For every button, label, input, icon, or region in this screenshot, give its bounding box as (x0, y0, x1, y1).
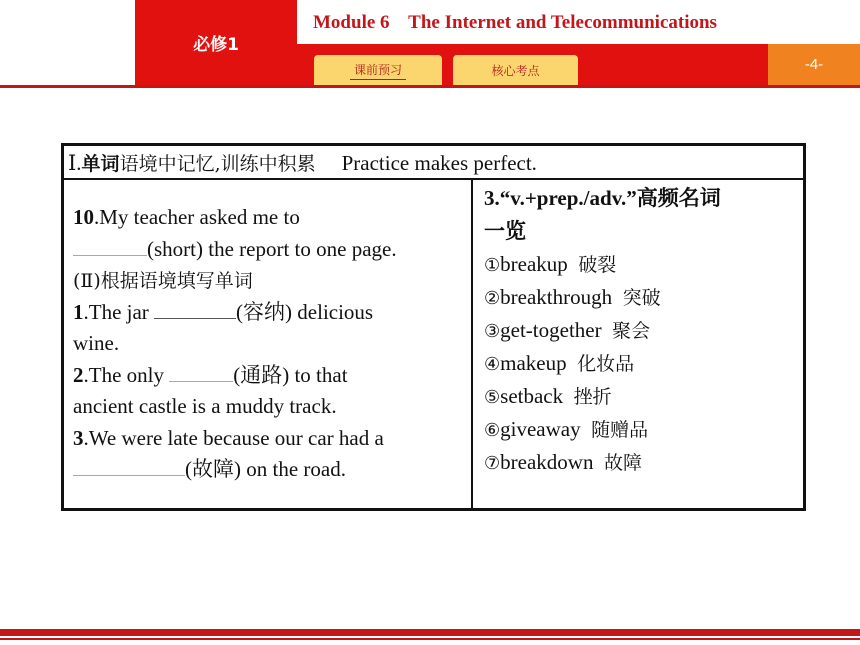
vocab-item: ④makeup 化妆品 (484, 351, 635, 375)
answer-blank-faint[interactable] (169, 381, 233, 382)
book-label: 必修1 (135, 0, 297, 85)
module-title: Module 6 The Internet and Telecommunications (313, 12, 717, 33)
answer-blank[interactable] (154, 318, 236, 319)
vocab-item: ⑥giveaway 随赠品 (484, 417, 649, 441)
right-column (484, 182, 800, 479)
vocab-item: ①breakup 破裂 (484, 252, 617, 276)
vocab-item: ⑤setback 挫折 (484, 384, 612, 408)
header-divider (0, 85, 860, 88)
content-table (61, 143, 806, 511)
q10-line1: 10.My teacher asked me to (73, 205, 300, 229)
section2-title: (Ⅱ)根据语境填写单词 (73, 270, 253, 292)
left-column (73, 202, 465, 486)
q2-line1: 2.The only (通路) to that (73, 362, 348, 387)
tab-preview-label: 课前预习 (350, 61, 406, 80)
tab-key-points[interactable] (453, 55, 578, 85)
table-heading (64, 146, 803, 180)
header-left-blank (0, 0, 135, 85)
vocab-item: ⑦breakdown 故障 (484, 450, 642, 474)
footer-thin-line (0, 638, 860, 640)
column-divider (471, 180, 473, 508)
heading-english: Practice makes perfect. (341, 151, 537, 175)
heading-bold: 单词 (81, 153, 120, 175)
q3-line1: 3.We were late because our car had a (73, 425, 384, 450)
answer-blank-faint[interactable] (73, 255, 147, 256)
q1-line2: wine. (73, 331, 120, 355)
vocab-item: ③get-together 聚会 (484, 318, 651, 342)
vocab-item: ②breakthrough 突破 (484, 285, 661, 309)
heading-rest: 语境中记忆,训练中积累 (119, 153, 316, 175)
heading-roman: Ⅰ. (68, 151, 82, 175)
tab-key-points-label: 核心考点 (491, 63, 540, 78)
right-title-line2: 一览 (484, 219, 526, 243)
q3-line2: (故障) on the road. (73, 454, 465, 486)
footer-bar (0, 629, 860, 636)
page-number: -4- (768, 44, 860, 85)
q2-line2: ancient castle is a muddy track. (73, 394, 337, 418)
right-title-line1: 3.“v.+prep./adv.”高频名词 (484, 186, 721, 210)
q10-line2: (short) the report to one page. (73, 234, 465, 266)
answer-blank-faint[interactable] (73, 475, 185, 476)
q1-line1: 1.The jar (容纳) delicious (73, 299, 374, 324)
tab-preview[interactable] (314, 55, 442, 85)
